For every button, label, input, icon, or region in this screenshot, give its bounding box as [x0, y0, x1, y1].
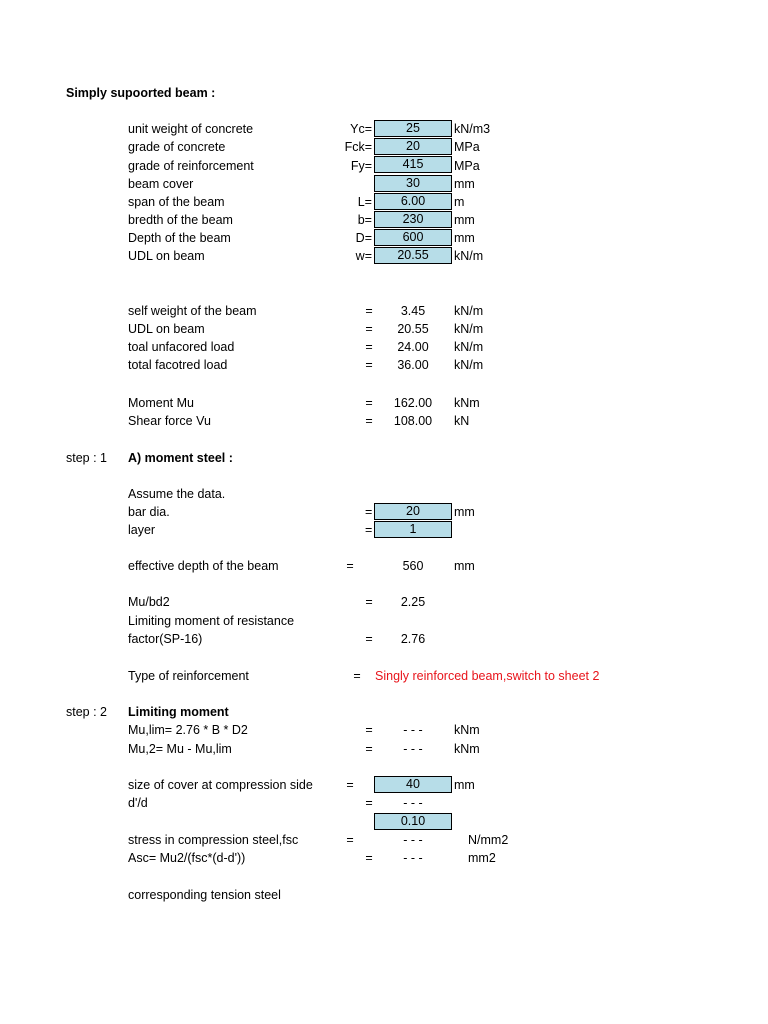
eff-depth-unit: mm [454, 559, 475, 573]
step-heading: A) moment steel : [128, 451, 233, 465]
page-title: Simply supoorted beam : [66, 86, 216, 100]
equals-sign: = [365, 632, 373, 646]
load-unit: kN/m [454, 340, 484, 354]
mu2-unit: kNm [454, 742, 480, 756]
equals-sign: = [365, 505, 373, 519]
concrete-grade-input[interactable]: 20 [374, 138, 452, 155]
input-symbol: Fy= [350, 159, 372, 173]
dd-value: - - - [403, 796, 423, 810]
input-label: grade of reinforcement [128, 159, 254, 173]
layer-input[interactable]: 1 [374, 521, 452, 538]
type-label: Type of reinforcement [128, 669, 249, 683]
asc-label: Asc= Mu2/(fsc*(d-d')) [128, 851, 246, 865]
mu2-value: - - - [403, 742, 423, 756]
dd-label: d'/d [128, 796, 148, 810]
input-label: UDL on beam [128, 249, 205, 263]
equals-sign: = [365, 414, 373, 428]
equals-sign: = [365, 358, 373, 372]
input-label: Depth of the beam [128, 231, 231, 245]
cover-label: size of cover at compression side [128, 778, 313, 792]
equals-sign: = [365, 322, 373, 336]
input-symbol: Yc= [350, 122, 372, 136]
asc-unit: mm2 [468, 851, 496, 865]
mu2-label: Mu,2= Mu - Mu,lim [128, 742, 232, 756]
limiting-label-line1: Limiting moment of resistance [128, 614, 295, 628]
depth-input[interactable]: 600 [374, 229, 452, 246]
breadth-input[interactable]: 230 [374, 211, 452, 228]
unit-weight-input[interactable]: 25 [374, 120, 452, 137]
equals-sign: = [365, 340, 373, 354]
equals-sign: = [365, 742, 373, 756]
input-symbol: w= [355, 249, 372, 263]
limiting-value: 2.76 [400, 632, 426, 646]
mulim-label: Mu,lim= 2.76 * B * D2 [128, 723, 248, 737]
force-label: Shear force Vu [128, 414, 211, 428]
dd-ratio-input[interactable]: 0.10 [374, 813, 452, 830]
force-unit: kNm [454, 396, 480, 410]
load-value: 24.00 [397, 340, 429, 354]
assume-text: Assume the data. [128, 487, 226, 501]
step-heading: Limiting moment [128, 705, 229, 719]
udl-input[interactable]: 20.55 [374, 247, 452, 264]
equals-sign: = [365, 796, 373, 810]
load-value: 36.00 [397, 358, 429, 372]
step-label: step : 1 [66, 451, 107, 465]
step-label: step : 2 [66, 705, 107, 719]
input-label: grade of concrete [128, 140, 226, 154]
input-symbol: b= [357, 213, 372, 227]
equals-sign: = [365, 523, 373, 537]
mubd2-label: Mu/bd2 [128, 595, 170, 609]
reinforcement-type-result: Singly reinforced beam,switch to sheet 2 [375, 669, 600, 683]
input-unit: mm [454, 213, 475, 227]
input-symbol: Fck= [344, 140, 372, 154]
input-symbol: L= [357, 195, 372, 209]
equals-sign: = [353, 669, 361, 683]
mulim-unit: kNm [454, 723, 480, 737]
input-unit: mm [454, 177, 475, 191]
input-unit: kN/m3 [454, 122, 491, 136]
load-value: 20.55 [397, 322, 429, 336]
mulim-value: - - - [403, 723, 423, 737]
load-label: total facotred load [128, 358, 228, 372]
load-value: 3.45 [400, 304, 426, 318]
asc-value: - - - [403, 851, 423, 865]
force-value: 162.00 [393, 396, 433, 410]
limiting-label-line2: factor(SP-16) [128, 632, 203, 646]
force-value: 108.00 [393, 414, 433, 428]
tension-steel-label: corresponding tension steel [128, 888, 281, 902]
fsc-unit: N/mm2 [468, 833, 509, 847]
load-label: self weight of the beam [128, 304, 257, 318]
equals-sign: = [365, 851, 373, 865]
input-label: unit weight of concrete [128, 122, 254, 136]
span-input[interactable]: 6.00 [374, 193, 452, 210]
layer-label: layer [128, 523, 156, 537]
mubd2-value: 2.25 [400, 595, 426, 609]
bar-dia-input[interactable]: 20 [374, 503, 452, 520]
load-unit: kN/m [454, 358, 484, 372]
equals-sign: = [365, 595, 373, 609]
input-unit: MPa [454, 140, 480, 154]
load-label: UDL on beam [128, 322, 205, 336]
reinforcement-grade-input[interactable]: 415 [374, 156, 452, 173]
equals-sign: = [346, 778, 354, 792]
fsc-value: - - - [403, 833, 423, 847]
input-symbol: D= [355, 231, 372, 245]
compression-cover-input[interactable]: 40 [374, 776, 452, 793]
equals-sign: = [346, 833, 354, 847]
load-label: toal unfacored load [128, 340, 235, 354]
equals-sign: = [365, 396, 373, 410]
input-label: span of the beam [128, 195, 225, 209]
equals-sign: = [365, 723, 373, 737]
input-label: bredth of the beam [128, 213, 233, 227]
cover-unit: mm [454, 778, 475, 792]
equals-sign: = [365, 304, 373, 318]
input-unit: m [454, 195, 465, 209]
eff-depth-value: 560 [402, 559, 424, 573]
bar-dia-unit: mm [454, 505, 475, 519]
input-unit: mm [454, 231, 475, 245]
beam-cover-input[interactable]: 30 [374, 175, 452, 192]
bar-dia-label: bar dia. [128, 505, 170, 519]
load-unit: kN/m [454, 304, 484, 318]
fsc-label: stress in compression steel,fsc [128, 833, 299, 847]
input-unit: kN/m [454, 249, 484, 263]
force-unit: kN [454, 414, 470, 428]
input-unit: MPa [454, 159, 480, 173]
equals-sign: = [346, 559, 354, 573]
force-label: Moment Mu [128, 396, 194, 410]
input-label: beam cover [128, 177, 194, 191]
load-unit: kN/m [454, 322, 484, 336]
eff-depth-label: effective depth of the beam [128, 559, 279, 573]
